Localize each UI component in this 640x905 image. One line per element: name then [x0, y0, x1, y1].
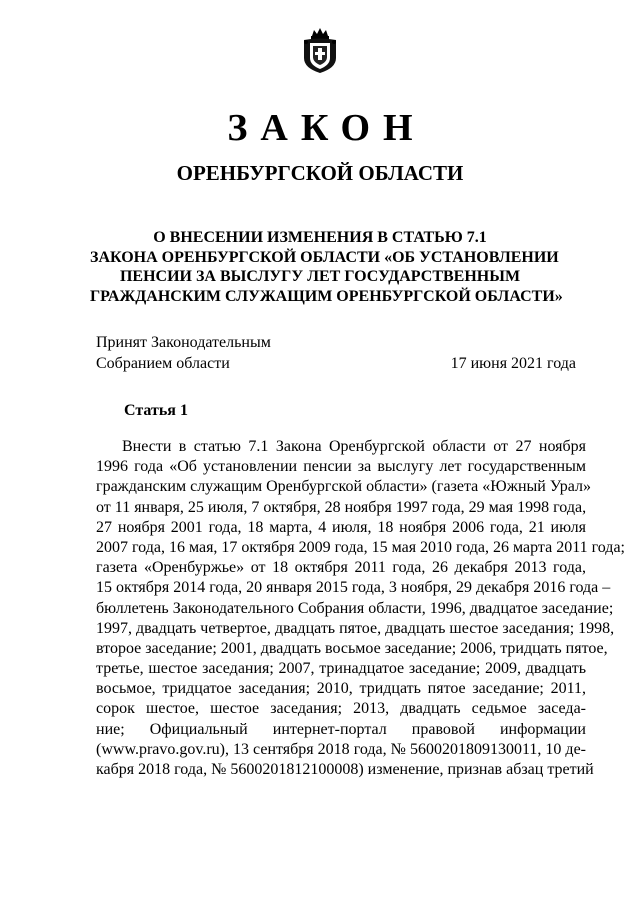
law-subject-heading: [90, 228, 563, 306]
subject-line: ГРАЖДАНСКИМ СЛУЖАЩИМ ОРЕНБУРГСКОЙ ОБЛАСТИ»: [90, 287, 563, 305]
body-line: Внести в статью 7.1 Закона Оренбургской области от 27 ноября: [122, 438, 586, 455]
law-title: ЗАКОН: [227, 107, 426, 149]
article-body: [96, 437, 625, 780]
body-line: 2007 года, 16 мая, 17 октября 2009 года, 15 мая 2010 года, 26 марта 2011 года;: [96, 538, 625, 556]
body-line: сорок шестое, шестое заседания; 2013, двадцать седьмое заседа-: [96, 700, 586, 718]
body-line: от 11 января, 25 июля, 7 октября, 28 ноября 1997 года, 29 мая 1998 года,: [96, 498, 587, 516]
body-line: третье, шестое заседания; 2007, тринадцатое заседание; 2009, двадцать: [96, 660, 586, 678]
adoption-line: Принят Законодательным: [96, 334, 271, 351]
body-line: гражданским служащим Оренбургской области» (газета «Южный Урал»: [96, 478, 591, 496]
body-line: ние; Официальный интернет-портал правовой информации: [96, 720, 586, 738]
article-heading: Статья 1: [124, 402, 188, 419]
coat-of-arms-emblem: [300, 28, 340, 74]
body-line: 15 октября 2014 года, 20 января 2015 года, 3 ноября, 29 декабря 2016 года –: [96, 579, 611, 597]
body-line: 1996 года «Об установлении пенсии за выслугу лет государственным: [96, 458, 586, 476]
adoption-statement: [96, 332, 271, 374]
body-line: газета «Оренбуржье» от 18 октября 2011 года, 26 декабря 2013 года,: [96, 559, 586, 577]
subject-line: О ВНЕСЕНИИ ИЗМЕНЕНИЯ В СТАТЬЮ 7.1: [153, 229, 487, 246]
body-line: бюллетень Законодательного Собрания области, 1996, двадцатое заседание;: [96, 599, 614, 617]
adoption-date: 17 июня 2021 года: [450, 355, 576, 372]
region-title: ОРЕНБУРГСКОЙ ОБЛАСТИ: [176, 161, 464, 185]
subject-line: ПЕНСИИ ЗА ВЫСЛУГУ ЛЕТ ГОСУДАРСТВЕННЫМ: [119, 268, 521, 285]
body-line: кабря 2018 года, № 5600201812100008) изменение, признав абзац третий: [96, 761, 594, 778]
body-line: восьмое, тридцатое заседания; 2010, тридцать пятое заседание; 2011,: [96, 680, 586, 698]
subject-line: ЗАКОНА ОРЕНБУРГСКОЙ ОБЛАСТИ «ОБ УСТАНОВЛЕНИИ: [90, 248, 559, 266]
body-line: 1997, двадцать четвертое, двадцать пятое, двадцать шестое заседания; 1998,: [96, 619, 615, 637]
body-line: 27 ноября 2001 года, 18 марта, 4 июля, 18 ноября 2006 года, 21 июля: [96, 518, 586, 536]
body-line: второе заседание; 2001, двадцать восьмое заседание; 2006, тридцать пятое,: [96, 639, 608, 657]
adoption-line: Собранием области: [96, 355, 230, 372]
body-line: (www.pravo.gov.ru), 13 сентября 2018 года, № 5600201809130011, 10 де-: [96, 740, 586, 758]
